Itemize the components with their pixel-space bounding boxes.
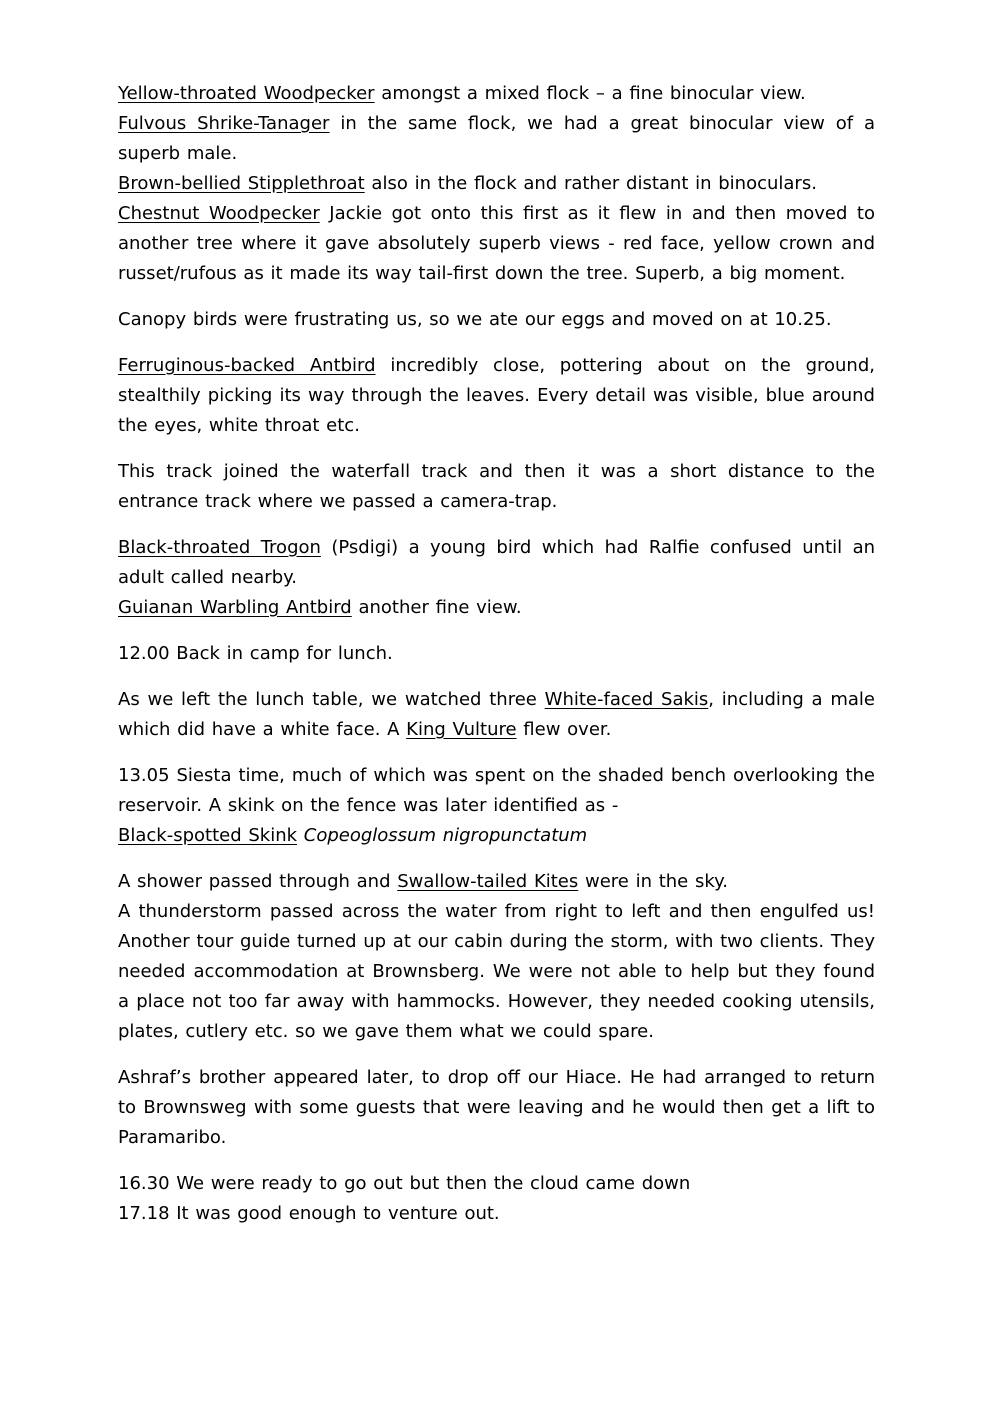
text-line bbox=[118, 639, 875, 669]
text-line bbox=[118, 169, 875, 199]
text-line bbox=[118, 1199, 875, 1229]
document-body bbox=[118, 79, 875, 1229]
text-line bbox=[118, 109, 875, 169]
text-line bbox=[118, 593, 875, 623]
text-line bbox=[118, 457, 875, 517]
text-line bbox=[118, 351, 875, 441]
paragraph-block bbox=[118, 351, 875, 441]
paragraph-block bbox=[118, 761, 875, 851]
text-segment: Canopy birds were frustrating us, so we ate our eggs and moved on at 10.25. bbox=[118, 309, 832, 330]
text-line bbox=[118, 79, 875, 109]
text-segment: another fine view. bbox=[351, 597, 522, 618]
text-line bbox=[118, 199, 875, 289]
text-line bbox=[118, 1169, 875, 1199]
paragraph-block bbox=[118, 457, 875, 517]
text-segment: 17.18 It was good enough to venture out. bbox=[118, 1203, 500, 1224]
text-segment: Jackie got onto this first as it flew in and then moved to another tree where it gave absolutely superb views - red face, yellow crown and russet/rufous as it made its way tail-first down the tree. Superb, a big moment. bbox=[118, 203, 875, 284]
text-segment: Ashraf’s brother appeared later, to drop off our Hiace. He had arranged to return to Brownsweg with some guests that were leaving and he would then get a lift to Paramaribo. bbox=[118, 1067, 875, 1148]
paragraph-block bbox=[118, 639, 875, 669]
text-segment: 16.30 We were ready to go out but then the cloud came down bbox=[118, 1173, 691, 1194]
text-segment: A shower passed through and bbox=[118, 871, 398, 892]
paragraph-block bbox=[118, 1169, 875, 1229]
species-name: Chestnut Woodpecker bbox=[118, 203, 320, 224]
text-segment: also in the flock and rather distant in binoculars. bbox=[364, 173, 817, 194]
text-segment bbox=[297, 825, 304, 846]
text-segment: incredibly close, pottering about on the ground, stealthily picking its way through the leaves. Every detail was visible, blue around the eyes, white throat etc. bbox=[118, 355, 875, 436]
paragraph-block bbox=[118, 867, 875, 1047]
text-line bbox=[118, 305, 875, 335]
text-line bbox=[118, 821, 875, 851]
species-name: Black-throated Trogon bbox=[118, 537, 321, 558]
species-name: Brown-bellied Stipplethroat bbox=[118, 173, 365, 194]
species-name: King Vulture bbox=[406, 719, 517, 740]
text-segment: 13.05 Siesta time, much of which was spent on the shaded bench overlooking the reservoir. A skink on the fence was later identified as - bbox=[118, 765, 875, 816]
text-line bbox=[118, 685, 875, 745]
text-segment: (Psdigi) a young bird which had Ralfie confused until an adult called nearby. bbox=[118, 537, 876, 588]
species-name: Swallow-tailed Kites bbox=[397, 871, 579, 892]
text-segment: amongst a mixed flock – a fine binocular view. bbox=[374, 83, 806, 104]
text-segment: flew over. bbox=[516, 719, 612, 740]
text-segment: 12.00 Back in camp for lunch. bbox=[118, 643, 393, 664]
species-name: Guianan Warbling Antbird bbox=[118, 597, 352, 618]
paragraph-block bbox=[118, 533, 875, 623]
species-name: Black-spotted Skink bbox=[118, 825, 298, 846]
text-segment: A thunderstorm passed across the water from right to left and then engulfed us! Another tour guide turned up at our cabin during the storm, with two clients. They needed accommodation at Brownsberg. We were not able to help but they found a place not too far away with hammocks. However, they needed cooking utensils, plates, cutlery etc. so we gave them what we could spare. bbox=[118, 901, 876, 1042]
text-line bbox=[118, 761, 875, 821]
text-line bbox=[118, 533, 875, 593]
text-segment: This track joined the waterfall track and then it was a short distance to the entrance track where we passed a camera-trap. bbox=[118, 461, 875, 512]
text-line bbox=[118, 1063, 875, 1153]
text-line bbox=[118, 867, 875, 897]
text-segment: were in the sky. bbox=[578, 871, 728, 892]
latin-name: Copeoglossum nigropunctatum bbox=[303, 825, 588, 846]
species-name: Fulvous Shrike-Tanager bbox=[118, 113, 330, 134]
text-segment: , including a male which did have a white face. A bbox=[118, 689, 875, 740]
species-name: Yellow-throated Woodpecker bbox=[118, 83, 375, 104]
text-segment: As we left the lunch table, we watched three bbox=[118, 689, 545, 710]
paragraph-block bbox=[118, 1063, 875, 1153]
paragraph-block bbox=[118, 305, 875, 335]
paragraph-block bbox=[118, 79, 875, 289]
species-name: White-faced Sakis bbox=[544, 689, 709, 710]
paragraph-block bbox=[118, 685, 875, 745]
species-name: Ferruginous-backed Antbird bbox=[118, 355, 376, 376]
text-line bbox=[118, 897, 875, 1047]
text-segment: in the same flock, we had a great binocular view of a superb male. bbox=[118, 113, 875, 164]
